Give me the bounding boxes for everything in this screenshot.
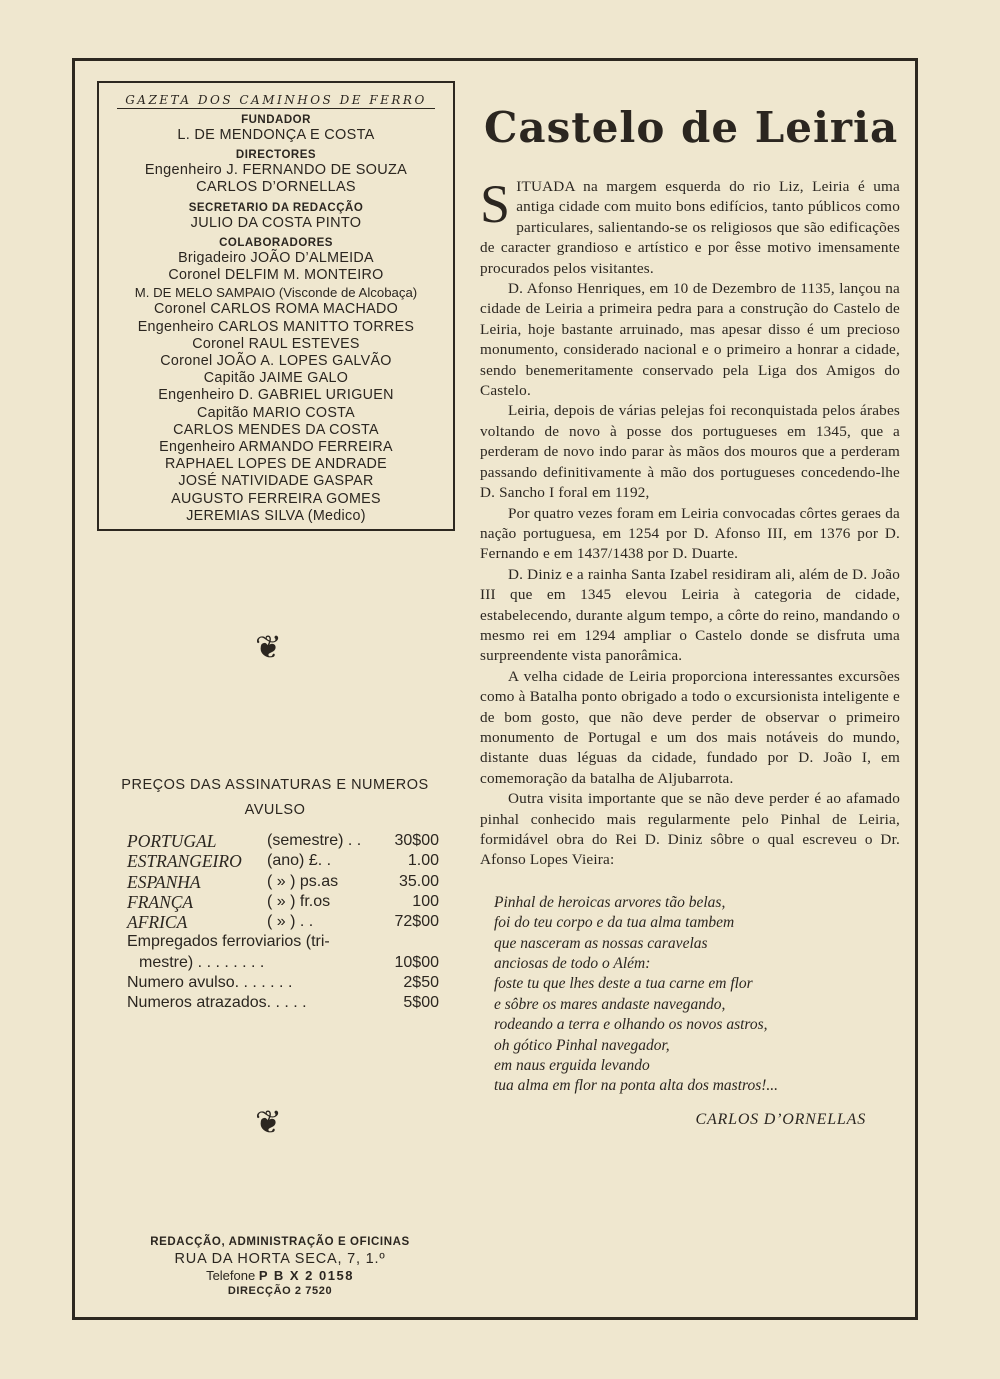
directors-heading: DIRECTORES — [235, 149, 317, 162]
subscription-prices — [105, 773, 445, 1014]
article-paragraph: A velha cidade de Leiria proporciona interessantes excursões como à Batalha ponto obrigado a todo o excursionista inteligente e de bom gosto, que não deve perder de observar o primeiro monumento de Portugal e um dos mais notáveis do mundo, distante duas léguas da cidade, fundado por D. João I, em comemoração da batalha de Aljubarrota. — [480, 667, 900, 787]
address-heading: REDACÇÃO, ADMINISTRAÇÃO E OFICINAS — [150, 1236, 410, 1248]
phone-label: Telefone — [206, 1268, 256, 1283]
poem-line: Pinhal de heroicas arvores tão belas, — [494, 893, 726, 911]
price-row — [127, 892, 439, 912]
poem-line: e sôbre os mares andaste navegando, — [494, 995, 726, 1013]
price-row — [127, 912, 439, 932]
founder-name: L. DE MENDONÇA E COSTA — [177, 127, 375, 143]
floral-ornament-icon: ❦ — [255, 1103, 282, 1141]
article-title: Castelo de Leiria — [484, 103, 899, 152]
article-paragraph: Outra visita importante que se não deve perder é ao afamado pinhal conhecido mais regularmente pelo Pinhal de Leiria, formidável obra do Rei D. Diniz sôbre o qual escreveu o Dr. Afonso Lopes Vieira: — [480, 790, 900, 869]
price-country: FRANÇA — [127, 891, 194, 912]
paragraph-text: ITUADA na margem esquerda do rio Liz, Leiria é uma antiga cidade com muito bons edifícios, tanto públicos como particulares, salientando-se os religiosos que são edificações de caracter grandioso e artístico e por êsse motivo imensamente procurados pelos visitantes. — [480, 178, 900, 277]
collaborator-name: CARLOS MENDES DA COSTA — [173, 421, 379, 438]
article-column — [480, 61, 900, 1317]
employees-label-line1: Empregados ferroviarios (tri- — [127, 933, 330, 951]
left-column — [75, 61, 460, 1317]
price-value: 5$00 — [403, 994, 439, 1012]
article-body — [480, 174, 900, 871]
back-issue-label: Numeros atrazados. . . . . — [127, 994, 307, 1012]
price-value: 35.00 — [398, 872, 439, 890]
secretary-heading: SECRETARIO DA REDACÇÃO — [188, 201, 364, 214]
poem-line: tua alma em flor na ponta alta dos mastros!... — [494, 1077, 779, 1095]
price-value: 10$00 — [394, 953, 439, 971]
price-value: 2$50 — [403, 974, 439, 992]
collaborator-name: Engenheiro D. GABRIEL URIGUEN — [158, 387, 394, 404]
secretary-name: JULIO DA COSTA PINTO — [190, 214, 362, 231]
gazette-name: GAZETA DOS CAMINHOS DE FERRO — [117, 93, 435, 109]
poem — [494, 893, 900, 1097]
collaborator-name: M. DE MELO SAMPAIO (Visconde de Alcobaça) — [134, 285, 418, 301]
floral-ornament-icon: ❦ — [255, 628, 282, 666]
price-country: PORTUGAL — [127, 831, 217, 851]
collaborator-name: Capitão MARIO COSTA — [197, 404, 355, 421]
article-paragraph: D. Diniz e a rainha Santa Izabel residiram ali, além de D. João III que em 1345 elevou Leiria à categoria de cidade, estabelecendo, durante algum tempo, a côrte do reino, mandando o mesmo rei em 1294 ampliar o Castelo donde se disfruta uma surpreendente vista panorâmica. — [480, 565, 900, 665]
price-detail: ( » ) . . — [267, 913, 314, 931]
article-paragraph: D. Afonso Henriques, em 10 de Dezembro de 1135, lançou na cidade de Leiria a primeira pedra para a construção do Castelo de Leiria, hoje bastante arruinado, mas apesar disso é um precioso monumento, considerado nacional e o primeiro a honrar a cidade, sendo benemeritamente conservado pela Liga dos Amigos do Castelo. — [480, 280, 900, 400]
employees-label-line2: mestre) . . . . . . . . — [139, 953, 265, 971]
page-frame — [72, 58, 918, 1320]
price-value: 1.00 — [407, 852, 439, 870]
article-paragraph: Leiria, depois de várias pelejas foi reconquistada pelos árabes voltando de novo à posse dos portugueses em 1345, que a perderam de novo indo parar às mãos dos mouros que a perderam passando definitivamente à mão dos portugueses concedendo-lhe D. Sancho I foral em 1192, — [480, 402, 900, 502]
staff-box — [97, 81, 455, 531]
price-row — [127, 973, 439, 993]
prices-table — [127, 831, 439, 1014]
founder-heading: FUNDADOR — [241, 114, 311, 126]
price-row — [127, 872, 439, 892]
director-name: Engenheiro J. FERNANDO DE SOUZA — [144, 162, 408, 179]
single-issue-label: Numero avulso. . . . . . . — [127, 974, 293, 992]
article-author: CARLOS D’ORNELLAS — [695, 1110, 866, 1128]
poem-line: foste tu que lhes deste a tua carne em flor — [494, 975, 753, 993]
price-value: 30$00 — [394, 832, 439, 849]
price-country: ESTRANGEIRO — [127, 851, 242, 872]
price-row — [127, 993, 439, 1013]
collaborator-name: JOSÉ NATIVIDADE GASPAR — [178, 473, 374, 490]
price-row — [127, 953, 439, 973]
collaborators-list — [99, 250, 453, 525]
article-paragraph: Por quatro vezes foram em Leiria convocadas côrtes geraes da nação portuguesa, em 1254 por D. Afonso III, em 1376 por D. Fernando e em 1437/1438 por D. Duarte. — [480, 504, 900, 563]
collaborator-name: Capitão JAIME GALO — [203, 370, 349, 387]
poem-line: em naus erguida levando — [494, 1057, 650, 1075]
price-value: 100 — [412, 892, 439, 910]
collaborators-heading: COLABORADORES — [219, 236, 333, 249]
price-row — [127, 831, 439, 851]
prices-title-line2: AVULSO — [244, 802, 306, 818]
address-block — [115, 1233, 445, 1298]
collaborator-name: Coronel CARLOS ROMA MACHADO — [153, 301, 399, 318]
poem-line: foi do teu corpo e da tua alma tambem — [494, 914, 735, 932]
collaborator-name: Coronel JOÃO A. LOPES GALVÃO — [160, 353, 392, 370]
price-row — [127, 851, 439, 871]
price-value: 72$00 — [394, 913, 439, 931]
poem-line: anciosas de todo o Além: — [494, 955, 651, 973]
poem-line: oh gótico Pinhal navegador, — [494, 1036, 670, 1054]
article-paragraph — [480, 174, 900, 279]
collaborator-name: Brigadeiro JOÃO D’ALMEIDA — [178, 249, 374, 266]
price-detail: (semestre) . . — [267, 832, 362, 849]
collaborator-name: Engenheiro ARMANDO FERREIRA — [159, 439, 393, 456]
collaborator-name: JEREMIAS SILVA (Medico) — [186, 507, 366, 524]
price-detail: (ano) £. . — [267, 852, 332, 870]
phone-number: P B X 2 0158 — [258, 1268, 354, 1283]
prices-title-line1: PREÇOS DAS ASSINATURAS E NUMEROS — [121, 777, 429, 793]
collaborator-name: Coronel DELFIM M. MONTEIRO — [168, 267, 384, 284]
price-detail: ( » ) fr.os — [267, 892, 331, 910]
price-row — [127, 932, 439, 952]
price-country: AFRICA — [127, 912, 188, 933]
price-country: ESPANHA — [127, 871, 201, 892]
collaborator-name: Coronel RAUL ESTEVES — [192, 335, 360, 352]
address-phone — [115, 1268, 445, 1284]
collaborator-name: Engenheiro CARLOS MANITTO TORRES — [137, 318, 415, 335]
address-street: RUA DA HORTA SECA, 7, 1.º — [174, 1251, 386, 1267]
drop-cap: S — [480, 174, 511, 234]
collaborator-name: AUGUSTO FERREIRA GOMES — [171, 490, 381, 507]
collaborator-name: RAPHAEL LOPES DE ANDRADE — [165, 456, 387, 473]
poem-line: rodeando a terra e olhando os novos astros, — [494, 1016, 768, 1034]
price-detail: ( » ) ps.as — [267, 872, 339, 890]
director-name: CARLOS D’ORNELLAS — [196, 179, 356, 196]
address-direction: DIRECÇÃO 2 7520 — [227, 1285, 333, 1297]
poem-line: que nasceram as nossas caravelas — [494, 934, 708, 952]
